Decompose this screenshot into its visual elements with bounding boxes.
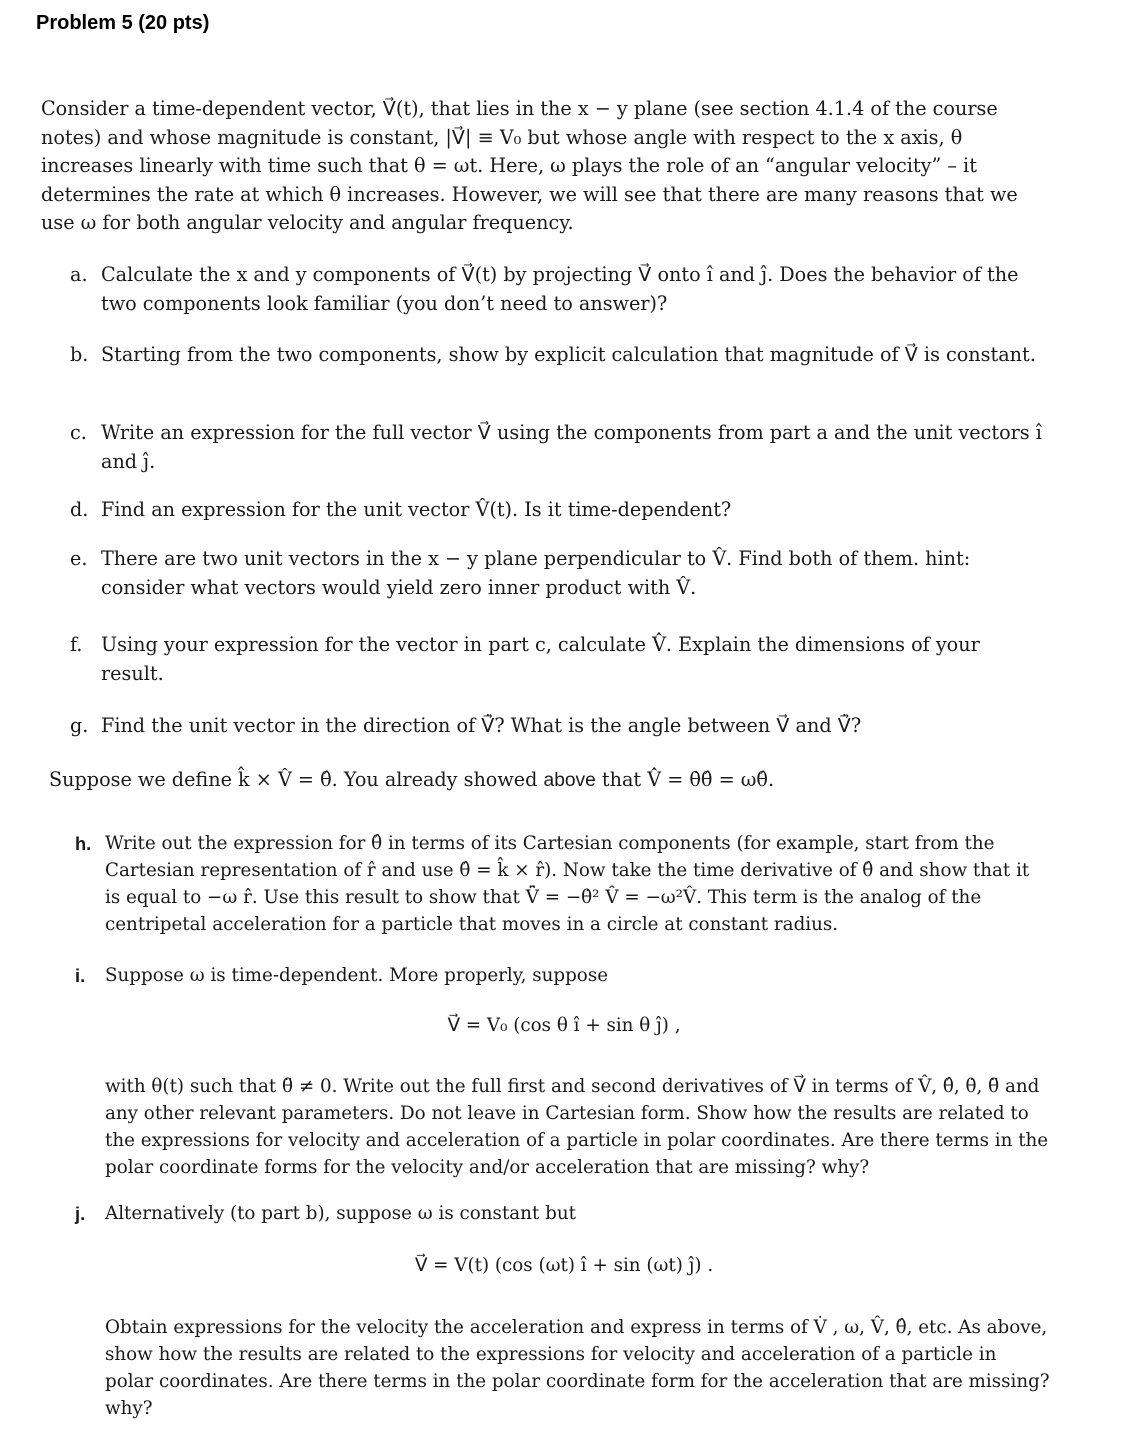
part-d — [70, 496, 1045, 525]
part-label: d. — [70, 498, 89, 521]
part-a — [70, 261, 1045, 318]
part-label: c. — [70, 421, 87, 444]
part-text: There are two unit vectors in the x − y plane perpendicular to V̂. Find both of them. hint: consider what vectors would yield zero inner product with V̂. — [101, 547, 971, 599]
part-e — [70, 545, 1045, 602]
part-label: h. — [75, 833, 92, 854]
part-text: Write out the expression for θ̂ in terms of its Cartesian components (for example, start from the Cartesian representation of r̂ and use θ̂ = k̂ × r̂). Now take the time derivative of θ̂ and show that it is equal to −ω r̂. Use this result to show that V̂̈ = −θ̇² V̂ = −ω²V̂. This term is the analog of the centripetal acceleration for a particle that moves in a circle at constant radius. — [105, 833, 1030, 935]
part-i-continuation: with θ(t) such that θ̈ ≠ 0. Write out the full first and second derivatives of V⃗ in terms of V̂, θ̂, θ̇, θ̈ and any other relevant parameters. Do not leave in Cartesian form. Show how the results are related to the expressions for velocity and acceleration of a particle in polar coordinates. Are there terms in the polar coordinate forms for the velocity and/or acceleration that are missing? why? — [105, 1076, 1049, 1178]
suppose-pre: Suppose we define k̂ × V̂ = θ̂. You already showed — [49, 768, 538, 791]
part-j — [75, 1200, 1050, 1227]
part-i — [75, 962, 1050, 989]
part-label: j. — [75, 1203, 86, 1224]
intro-paragraph: Consider a time-dependent vector, V⃗(t), that lies in the x − y plane (see section 4.1.4 of the course notes) and whose magnitude is constant, |V⃗| ≡ V₀ but whose angle with respect to the x axis, θ increases linearly with time such that θ = ωt. Here, ω plays the role of an “angular velocity” – it determines the rate at which θ increases. However, we will see that there are many reasons that we use ω for both angular velocity and angular frequency. — [41, 97, 1018, 234]
part-label: b. — [70, 343, 89, 366]
part-text: Using your expression for the vector in part c, calculate V̂̇. Explain the dimensions of your result. — [101, 633, 980, 685]
part-text: Write an expression for the full vector V⃗ using the components from part a and the unit vectors î and ĵ. — [101, 421, 1042, 473]
suppose-post: that V̂̇ = θ̇θ̂ = ωθ̂. — [601, 768, 775, 791]
part-text: Alternatively (to part b), suppose ω is constant but — [105, 1203, 576, 1224]
equation-j: V⃗ = V(t) (cos (ωt) î + sin (ωt) ĵ) . — [414, 1255, 714, 1276]
part-g — [70, 712, 1045, 741]
part-text: Suppose ω is time-dependent. More properly, suppose — [105, 965, 609, 986]
part-f — [70, 631, 1045, 688]
suppose-line — [49, 766, 1099, 796]
problem-title: Problem 5 (20 pts) — [36, 12, 210, 34]
part-text: Find an expression for the unit vector V̂(t). Is it time-dependent? — [101, 498, 732, 521]
part-text: Calculate the x and y components of V⃗(t) by projecting V⃗ onto î and ĵ. Does the behavior of the two components look familiar (you don’t need to answer)? — [101, 263, 1019, 315]
suppose-above: above — [543, 770, 596, 791]
part-label: g. — [70, 714, 89, 737]
part-label: i. — [75, 965, 86, 986]
part-label: e. — [70, 547, 88, 570]
part-c — [70, 419, 1045, 476]
part-label: a. — [70, 263, 88, 286]
part-j-continuation: Obtain expressions for the velocity the acceleration and express in terms of V̇ , ω, V̂, θ̂, etc. As above, show how the results are related to the expressions for velocity and acceleration of a particle in polar coordinates. Are there terms in the polar coordinate form for the acceleration that are missing? why? — [105, 1317, 1050, 1419]
part-text: Find the unit vector in the direction of V⃗̇? What is the angle between V⃗ and V⃗̇? — [101, 714, 862, 737]
part-b — [70, 341, 1045, 370]
part-text: Starting from the two components, show by explicit calculation that magnitude of V⃗ is constant. — [101, 343, 1036, 366]
equation-i: V⃗ = V₀ (cos θ î + sin θ ĵ) , — [447, 1015, 681, 1036]
part-label: f. — [70, 633, 83, 656]
part-h — [75, 830, 1050, 938]
